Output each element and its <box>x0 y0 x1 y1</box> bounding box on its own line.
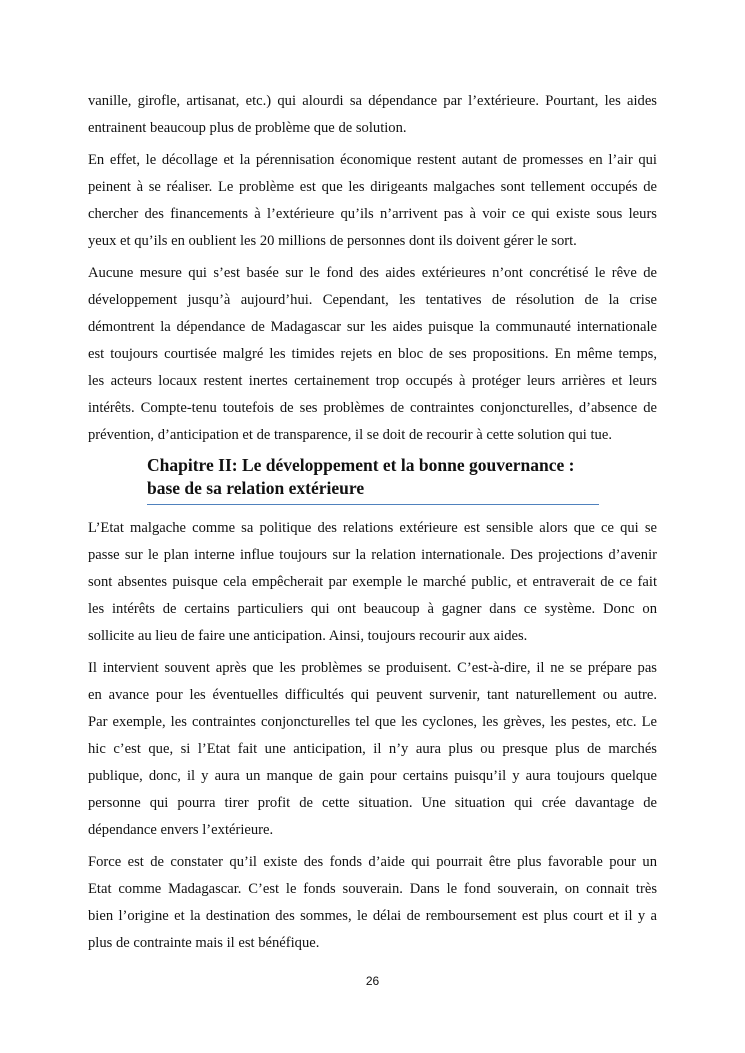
body-text-after-heading <box>88 515 657 957</box>
text-line: En effet, le décollage et la pérennisation économique restent autant de promesses en l’air qui <box>88 152 657 168</box>
text-line: Etat comme Madagascar. C’est le fonds souverain. Dans le fond souverain, on connait très <box>88 881 657 897</box>
chapter-heading-line-2: base de sa relation extérieure <box>147 478 365 498</box>
document-page <box>88 88 657 962</box>
text-line: intérêts. Compte-tenu toutefois de ses problèmes de contraintes conjoncturelles, d’absence de <box>88 400 657 416</box>
text-line: développement jusqu’à aujourd’hui. Cependant, les tentatives de résolution de la crise <box>88 292 657 308</box>
text-line: publique, donc, il y aura un manque de gain pour certains puisqu’il y aura toujours quelque <box>88 768 657 784</box>
paragraph <box>88 515 657 650</box>
text-line: Force est de constater qu’il existe des fonds d’aide qui pourrait être plus favorable pour un <box>88 854 657 870</box>
text-line: personne qui pourra tirer profit de cette situation. Une situation qui crée davantage de <box>88 795 657 811</box>
text-line: entrainent beaucoup plus de problème que de solution. <box>88 120 407 136</box>
text-line: Il intervient souvent après que les problèmes se produisent. C’est-à-dire, il ne se prépare pas <box>88 660 657 676</box>
text-line: dépendance envers l’extérieure. <box>88 822 274 838</box>
text-line: sollicite au lieu de faire une anticipation. Ainsi, toujours recourir aux aides. <box>88 628 528 644</box>
paragraph <box>88 88 657 142</box>
paragraph <box>88 849 657 957</box>
paragraph <box>88 260 657 449</box>
text-line: peinent à se réaliser. Le problème est que les dirigeants malgaches sont tellement occupés de <box>88 179 657 195</box>
text-line: L’Etat malgache comme sa politique des relations extérieure est sensible alors que ce qui se <box>88 520 657 536</box>
text-line: yeux et qu’ils en oublient les 20 millions de personnes dont ils doivent gérer le sort. <box>88 233 577 249</box>
text-line: les acteurs locaux restent inertes certainement trop occupés à protéger leurs arrières et leurs <box>88 373 657 389</box>
text-line: bien l’origine et la destination des sommes, le délai de remboursement est plus court et il y a <box>88 908 657 924</box>
text-line: hic c’est que, si l’Etat fait une anticipation, il n’y aura plus ou presque plus de marchés <box>88 741 657 757</box>
text-line: Aucune mesure qui s’est basée sur le fond des aides extérieures n’ont concrétisé le rêve de <box>88 265 657 281</box>
chapter-heading <box>147 454 598 505</box>
text-line: prévention, d’anticipation et de transparence, il se doit de recourir à cette solution qui tue. <box>88 427 612 443</box>
page-number: 26 <box>365 974 380 988</box>
text-line: plus de contrainte mais il est bénéfique. <box>88 935 320 951</box>
text-line: passe sur le plan interne influe toujours sur la relation internationale. Des projections d’avenir <box>88 547 657 563</box>
text-line: démontrent la dépendance de Madagascar sur les aides puisque la communauté internationale <box>88 319 657 335</box>
paragraph <box>88 655 657 844</box>
chapter-heading-line-1: Chapitre II: Le développement et la bonne gouvernance : <box>147 455 575 475</box>
text-line: les intérêts de certains particuliers qui ont beaucoup à gagner dans ce système. Donc on <box>88 601 657 617</box>
text-line: en avance pour les éventuelles difficultés qui peuvent survenir, tant naturellement ou autre. <box>88 687 657 703</box>
text-line: sont absentes puisque cela empêcherait par exemple le marché public, et entraverait de ce fait <box>88 574 657 590</box>
paragraph <box>88 147 657 255</box>
heading-underline-divider <box>147 504 599 505</box>
text-line: chercher des financements à l’extérieure qu’ils n’arrivent pas à voir ce qui existe sous leurs <box>88 206 657 222</box>
text-line: Par exemple, les contraintes conjoncturelles tel que les cyclones, les grèves, les pestes, etc. Le <box>88 714 657 730</box>
body-text-before-heading <box>88 88 657 449</box>
text-line: est toujours courtisée malgré les timides rejets en bloc de ses propositions. En même temps, <box>88 346 657 362</box>
text-line: vanille, girofle, artisanat, etc.) qui alourdi sa dépendance par l’extérieure. Pourtant, les aides <box>88 93 657 109</box>
